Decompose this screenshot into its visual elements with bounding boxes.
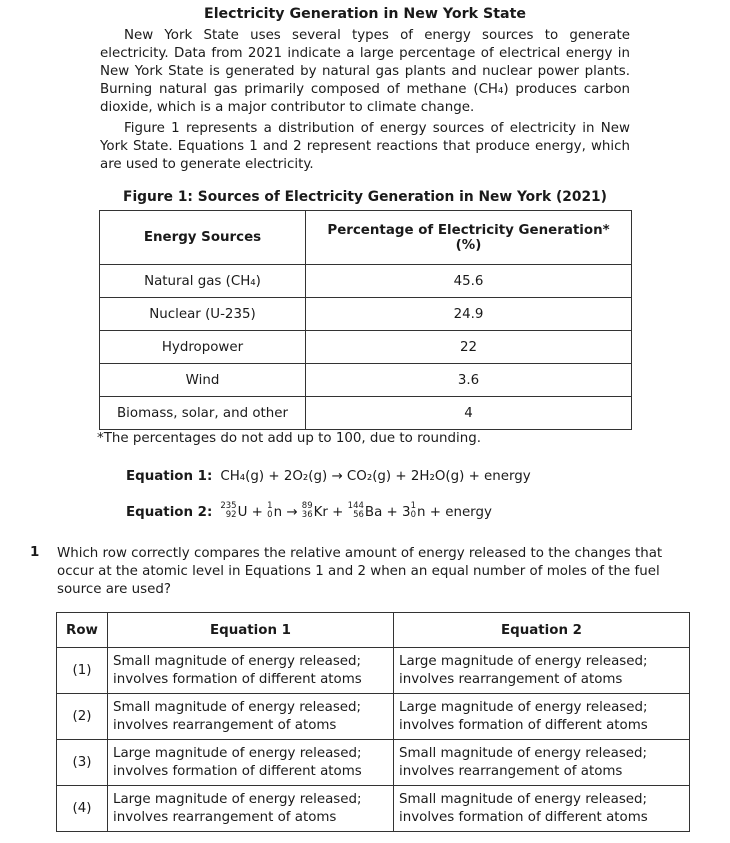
answer-row-4 [57,786,690,832]
atomic-number: 36 [301,510,313,520]
equation-1-label: Equation 1: [126,469,213,484]
equation-2-cell [394,786,690,832]
cell-line: Large magnitude of energy released; [113,791,362,807]
row-number: (2) [57,694,108,740]
cell-line: involves rearrangement of atoms [399,763,623,779]
cell-line: Large magnitude of energy released; [399,699,648,715]
answer-choices-table [56,612,690,832]
percentage-cell: 4 [306,397,632,430]
energy-source-cell: Wind [100,364,306,397]
neutron-notation [411,502,416,520]
equation-2-cell [394,648,690,694]
energy-sources-table [99,210,632,430]
cell-line: involves rearrangement of atoms [113,809,337,825]
equation-2-cell [394,740,690,786]
row-number: (3) [57,740,108,786]
atomic-number: 0 [267,510,273,520]
table-header-row [57,613,690,648]
atomic-number: 92 [225,510,237,520]
table-row [100,298,632,331]
figure-description-paragraph [100,120,630,174]
percentage-header [306,211,632,265]
nuclide-symbol: Ba [364,505,383,520]
cell-line: involves formation of different atoms [399,809,648,825]
row-header: Row [57,613,108,648]
question-number: 1 [30,545,40,560]
mass-number: 144 [347,501,364,511]
cell-line: involves formation of different atoms [399,717,648,733]
answer-row-1 [57,648,690,694]
table-row [100,331,632,364]
equation-2-cell [394,694,690,740]
energy-source-cell: Natural gas (CH₄) [100,265,306,298]
row-number: (1) [57,648,108,694]
mass-number: 1 [410,501,416,511]
equation-1-text: CH₄(g) + 2O₂(g) → CO₂(g) + 2H₂O(g) + energy [220,469,531,484]
cell-line: Small magnitude of energy released; [113,699,362,715]
percentage-cell: 45.6 [306,265,632,298]
table-header-row [100,211,632,265]
percentage-cell: 3.6 [306,364,632,397]
percentage-cell: 22 [306,331,632,364]
answer-row-3 [57,740,690,786]
equation-2 [126,503,492,521]
reaction-arrow: → [282,505,302,520]
energy-source-cell: Nuclear (U-235) [100,298,306,331]
intro-paragraph-text: New York State uses several types of energy sources to generate electricity. Data from 2021 indicate a large percentage of electrical energy in New York State is generated by natural gas plants and nuclear power plants. Burning natural gas primarily composed of methane (CH₄) produces carbon dioxide, which is a major contributor to climate change. [100,28,630,115]
atomic-number: 56 [353,510,364,520]
equation-1-cell [108,694,394,740]
percentage-cell: 24.9 [306,298,632,331]
nuclide-symbol: Kr [313,505,328,520]
cell-line: Small magnitude of energy released; [113,653,362,669]
percentage-header-line2: (%) [455,237,482,253]
equation-1-cell [108,740,394,786]
equation-2-label: Equation 2: [126,505,213,520]
nuclide-symbol: n [273,505,283,520]
equation-2-header: Equation 2 [394,613,690,648]
energy-source-cell: Biomass, solar, and other [100,397,306,430]
figure-description-text: Figure 1 represents a distribution of energy sources of electricity in New York State. Equations 1 and 2 represent reactions that produce energy, which are used to generate electricity. [100,121,630,172]
table-row [100,397,632,430]
plus-sign: + [327,505,348,520]
plus-coefficient: + 3 [382,505,411,520]
cell-line: Large magnitude of energy released; [399,653,648,669]
intro-paragraph [100,27,630,117]
row-number: (4) [57,786,108,832]
energy-term: + energy [425,505,492,520]
table-row [100,364,632,397]
cell-line: involves formation of different atoms [113,763,362,779]
cell-line: Small magnitude of energy released; [399,791,648,807]
cell-line: involves rearrangement of atoms [113,717,337,733]
figure-title: Figure 1: Sources of Electricity Generation in New York (2021) [123,189,607,205]
energy-sources-header: Energy Sources [100,211,306,265]
energy-source-cell: Hydropower [100,331,306,364]
atomic-number: 0 [410,510,416,520]
barium-nuclide-notation [348,502,364,520]
mass-number: 1 [267,501,273,511]
neutron-notation [267,502,272,520]
cell-line: involves formation of different atoms [113,671,362,687]
cell-line: Large magnitude of energy released; [113,745,362,761]
table-row [100,265,632,298]
mass-number: 235 [220,501,237,511]
cell-line: Small magnitude of energy released; [399,745,648,761]
nuclide-symbol: U [237,505,248,520]
percentage-header-line1: Percentage of Electricity Generation* [327,222,610,238]
uranium-nuclide-notation [220,502,236,520]
equation-1 [126,469,531,484]
equation-1-header: Equation 1 [108,613,394,648]
equation-1-cell [108,786,394,832]
question-text: Which row correctly compares the relative amount of energy released to the changes that occur at the atomic level in Equations 1 and 2 when an equal number of moles of the fuel source are used? [57,546,663,597]
cell-line: involves rearrangement of atoms [399,671,623,687]
plus-sign: + [247,505,268,520]
krypton-nuclide-notation [302,502,313,520]
equation-1-cell [108,648,394,694]
nuclide-symbol: n [416,505,426,520]
table-footnote: *The percentages do not add up to 100, due to rounding. [97,431,481,446]
mass-number: 89 [301,501,313,511]
answer-row-2 [57,694,690,740]
page-title: Electricity Generation in New York State [204,6,526,22]
